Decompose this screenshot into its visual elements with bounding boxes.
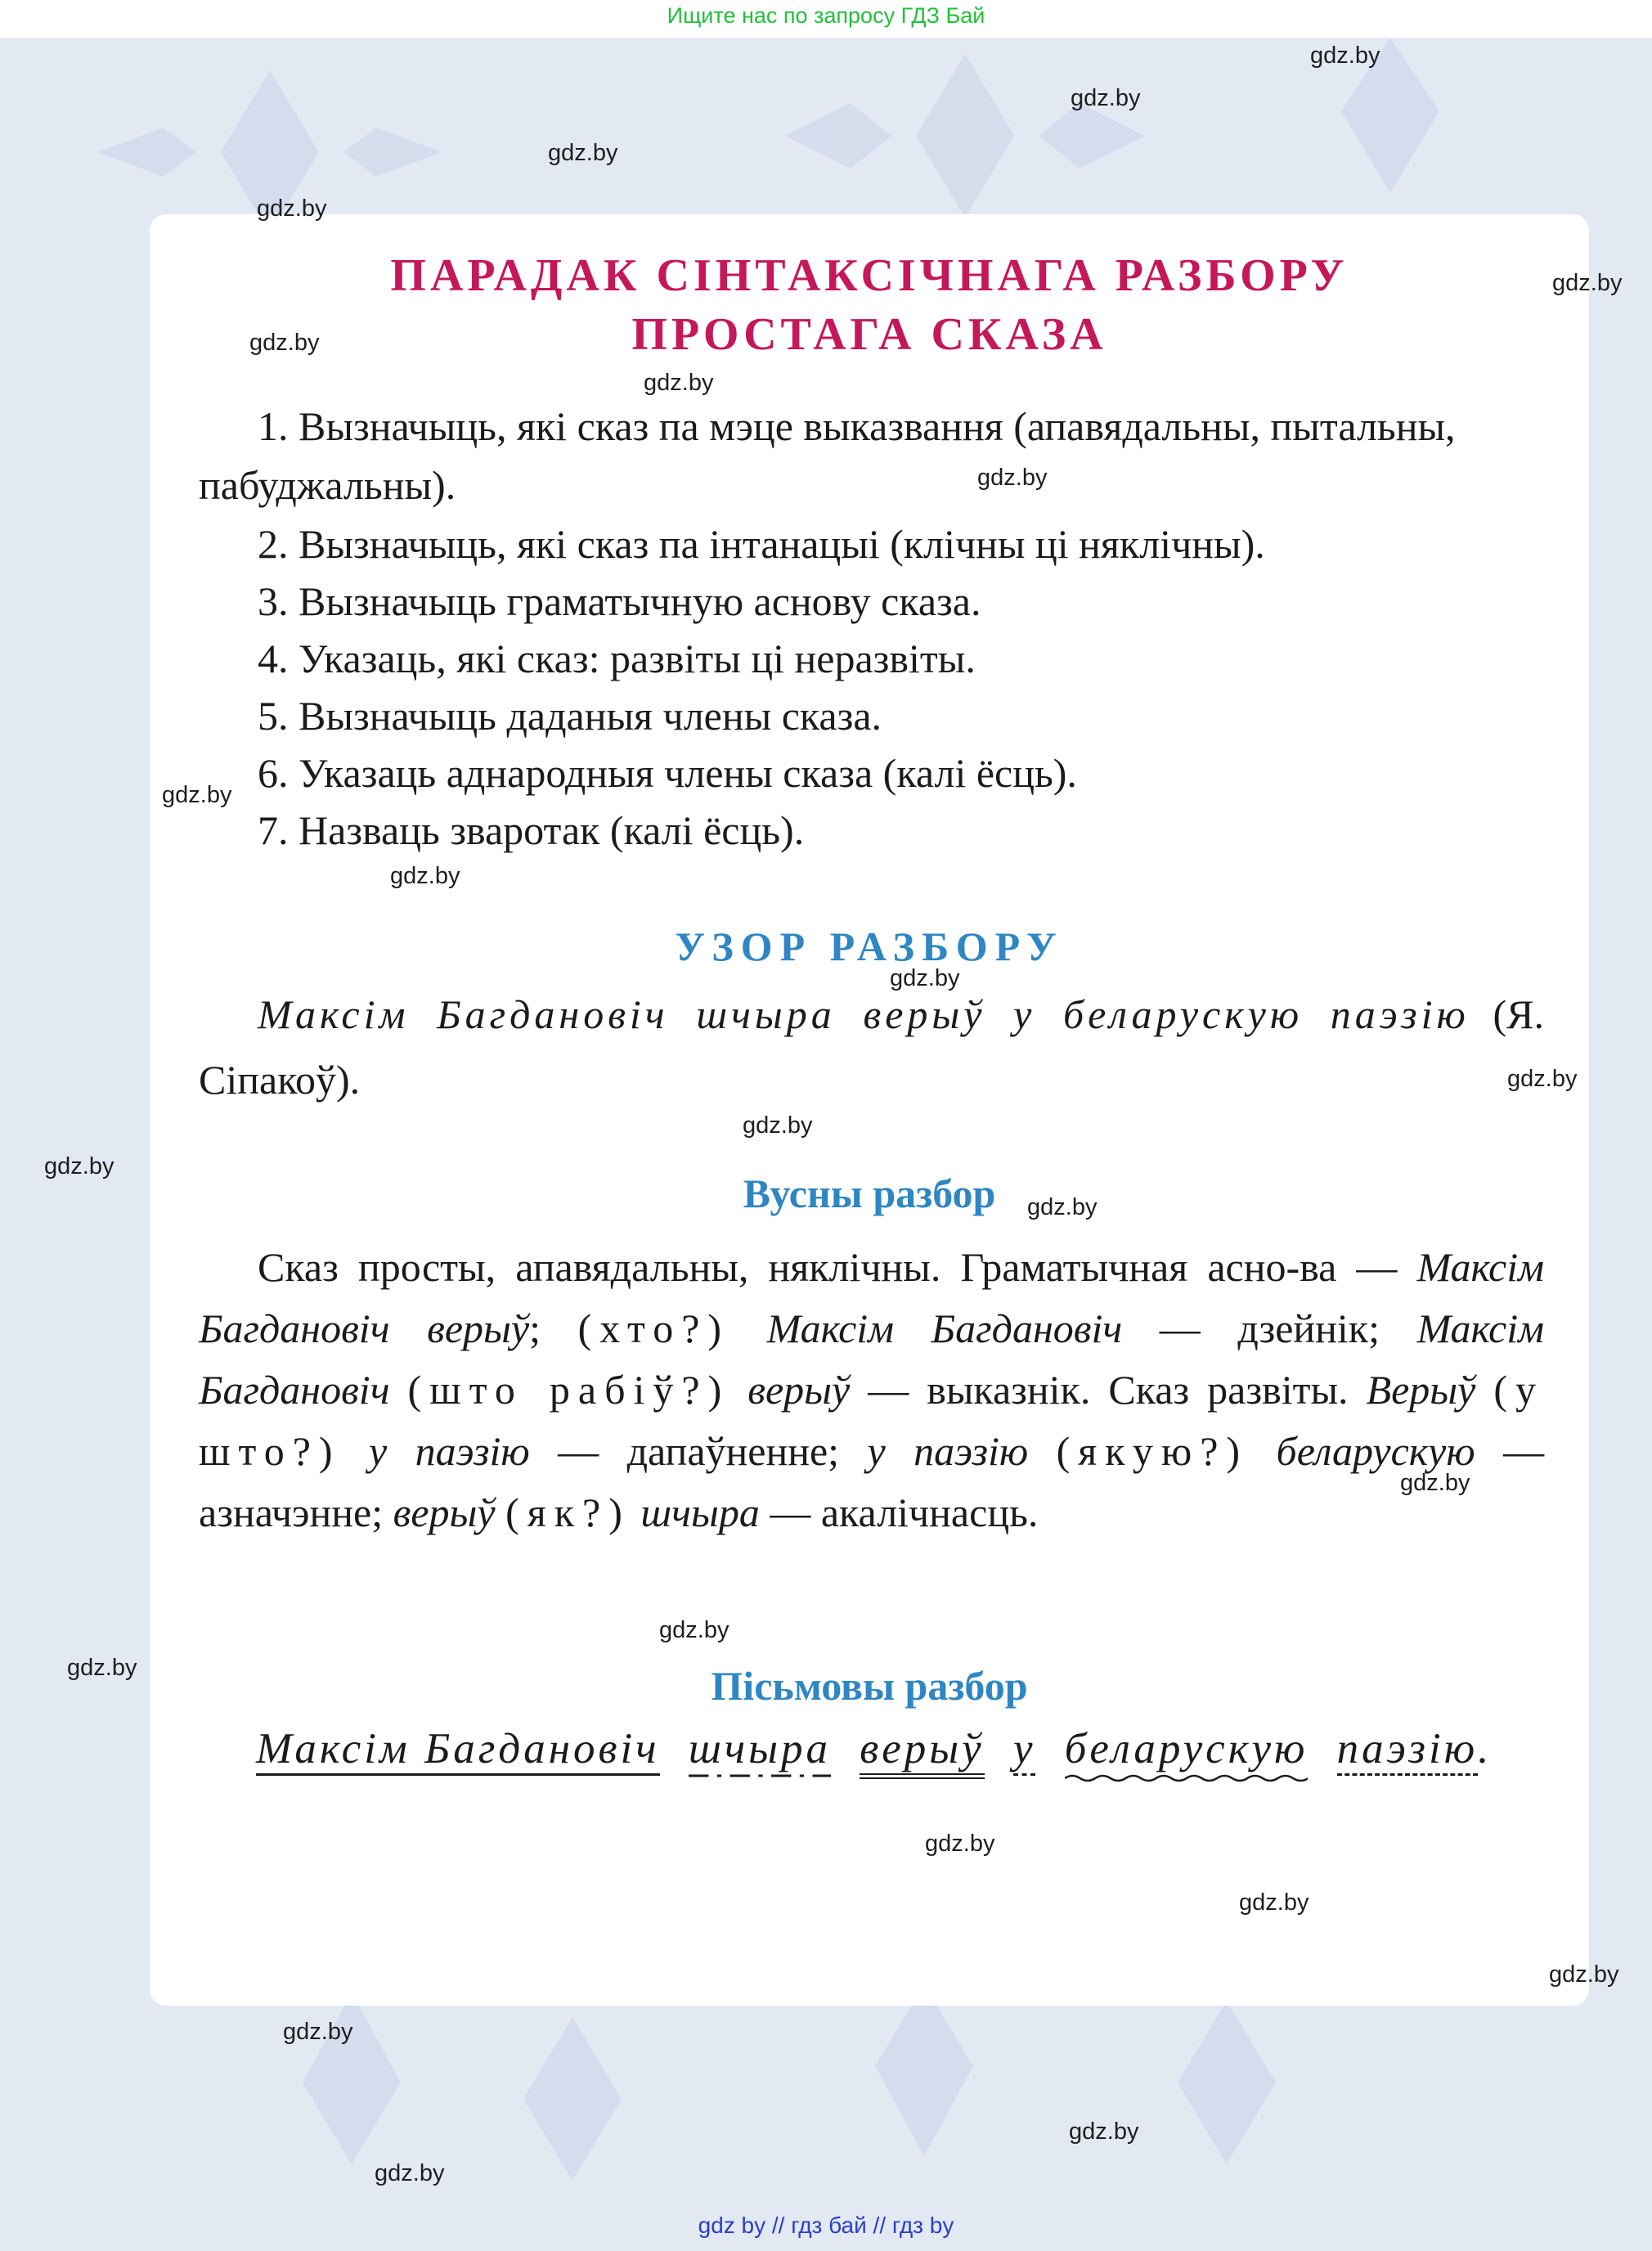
oral-pred-2: верыў	[393, 1489, 496, 1535]
parse-subject: Максім Багдановіч	[256, 1724, 660, 1776]
parse-end: .	[1478, 1725, 1493, 1772]
watermark: gdz.by	[1400, 1470, 1470, 1496]
oral-q-in-what: (у што?)	[199, 1367, 1545, 1474]
watermark: gdz.by	[1239, 1889, 1309, 1916]
oral-adv-role: — акалічнасць.	[770, 1489, 1039, 1535]
watermark: gdz.by	[44, 1153, 114, 1179]
watermark: gdz.by	[659, 1617, 729, 1643]
watermark: gdz.by	[890, 965, 960, 991]
oral-analysis: Сказ просты, апавядальны, няклічны. Граматычная асно-ва — Максім Багдановіч верыў; (хто?) Максім Багдановіч — дзейнік; Максім Багдановіч (што рабіў?) верыў — выказнік. Сказ развіты. Верыў (у што?) у паэзію — дапаўненне; у паэзію (якую?) беларускую — азначэнне; верыў (як?) шчыра — акалічнасць.	[199, 1244, 1545, 1535]
parse-attribute-text: беларускую	[1064, 1725, 1309, 1772]
step-7: 7. Назваць зваротак (калі ёсць).	[258, 807, 805, 853]
oral-q-what-does: (што рабіў?)	[407, 1367, 730, 1413]
watermark: gdz.by	[548, 140, 618, 166]
watermark: gdz.by	[1069, 2118, 1139, 2145]
wavy-underline	[1065, 1773, 1309, 1783]
step-6: 6. Указаць аднародныя члены сказа (калі ёсць).	[258, 750, 1077, 796]
watermark: gdz.by	[743, 1112, 813, 1139]
oral-s2: Сказ развіты.	[1108, 1367, 1349, 1413]
sample-heading: УЗОР РАЗБОРУ	[675, 923, 1064, 969]
watermark: gdz.by	[283, 2019, 353, 2045]
parse-predicate: верыў	[860, 1724, 984, 1779]
page-title-line-2: ПРОСТАГА СКАЗА	[631, 309, 1107, 360]
oral-pred: верыў	[747, 1367, 851, 1413]
oral-w-pred: Верыў	[1366, 1367, 1476, 1413]
watermark: gdz.by	[1027, 1194, 1098, 1220]
oral-subj-role: — дзейнік;	[1159, 1305, 1380, 1351]
oral-obj-role: — дапаўненне;	[558, 1428, 840, 1474]
top-note[interactable]: Ищите нас по запросу ГДЗ Бай	[667, 3, 985, 28]
oral-adv: шчыра	[640, 1489, 760, 1535]
oral-subj-pred: Максім Багдановіч верыў	[199, 1244, 1544, 1351]
watermark: gdz.by	[1071, 85, 1141, 111]
oral-attr-role: — азначэнне;	[199, 1428, 1545, 1535]
watermark: gdz.by	[390, 863, 460, 889]
step-4: 4. Указаць, які сказ: развіты ці неразвіты.	[258, 636, 976, 681]
watermark: gdz.by	[375, 2160, 445, 2186]
step-5: 5. Вызначыць даданыя члены сказа.	[258, 693, 882, 739]
parse-adverbial	[689, 1724, 831, 1773]
parse-preposition: у	[1013, 1724, 1036, 1776]
oral-q-who: (хто?)	[577, 1305, 730, 1351]
footer-links[interactable]: gdz by // гдз бай // гдз by	[698, 2213, 954, 2238]
watermark: gdz.by	[257, 195, 327, 222]
oral-p1: Сказ просты, апавядальны, няклічны. Граматычная асно-ва —	[258, 1244, 1398, 1290]
page-title-line-1: ПАРАДАК СІНТАКСІЧНАГА РАЗБОРУ	[390, 250, 1349, 301]
watermark: gdz.by	[644, 370, 714, 396]
parse-adverbial-text: шчыра	[688, 1725, 831, 1772]
oral-heading: Вусны разбор	[743, 1170, 996, 1216]
parse-attribute	[1065, 1724, 1309, 1775]
written-heading: Пісьмовы разбор	[711, 1663, 1028, 1709]
step-2: 2. Вызначыць, які сказ па інтанацыі (клічны ці няклічны).	[258, 521, 1265, 567]
watermark: gdz.by	[1552, 270, 1623, 296]
watermark: gdz.by	[1507, 1066, 1578, 1092]
step-3: 3. Вызначыць граматычную аснову сказа.	[258, 578, 981, 624]
watermark: gdz.by	[1549, 1961, 1619, 1988]
watermark: gdz.by	[249, 330, 320, 356]
oral-q-which: (якую?)	[1056, 1428, 1249, 1474]
watermark: gdz.by	[67, 1655, 137, 1681]
top-banner	[0, 0, 1652, 38]
watermark: gdz.by	[162, 782, 232, 808]
sample-sentence	[199, 982, 1544, 1112]
step-1: 1. Вызначыць, які сказ па мэце выказвання (апавядальны, пытальны, пабуджальны).	[199, 403, 1456, 508]
oral-subj: Максім Багдановіч	[766, 1305, 1123, 1351]
oral-q-how: (як?)	[505, 1489, 631, 1535]
oral-obj-2: у паэзію	[867, 1428, 1029, 1474]
watermark: gdz.by	[925, 1831, 995, 1857]
sample-source: (Я. Сіпакоў).	[199, 991, 1544, 1103]
written-parse	[256, 1724, 1492, 1779]
parse-object: паэзію	[1337, 1724, 1478, 1776]
oral-attr: беларускую	[1276, 1428, 1475, 1474]
sample-sentence-text: Максім Багдановіч шчыра верыў у беларускую паэзію	[258, 991, 1470, 1037]
oral-pred-role: — выказнік.	[868, 1367, 1091, 1413]
watermark: gdz.by	[977, 465, 1048, 491]
oral-obj: у паэзію	[369, 1428, 530, 1474]
dot-dash-underline	[689, 1773, 831, 1778]
watermark: gdz.by	[1310, 43, 1380, 69]
oral-subj-2: Максім Багдановіч	[199, 1305, 1544, 1413]
